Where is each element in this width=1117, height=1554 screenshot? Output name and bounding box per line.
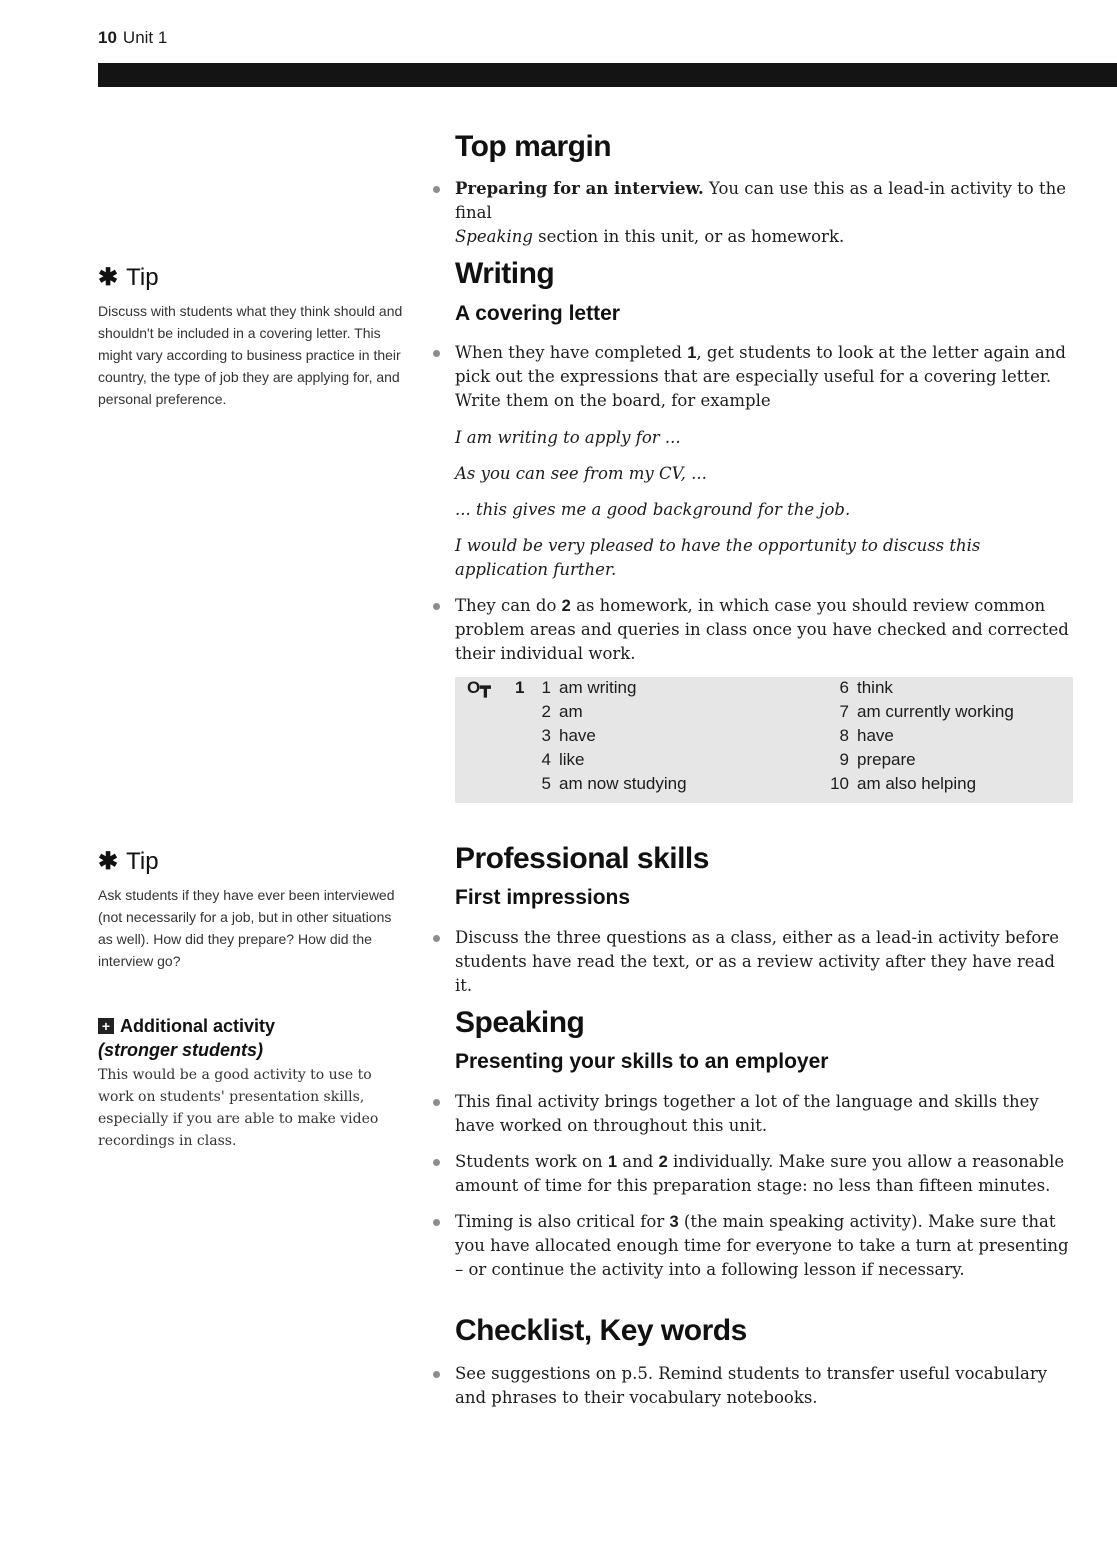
key-icon: O┳ [467, 678, 491, 697]
speaking-bullet-2: Students work on 1 and 2 individually. Make sure you allow a reasonable amount of time for this preparation stage: no less than fifteen minutes. [455, 1150, 1070, 1198]
example-phrase: I am writing to apply for ... [455, 428, 681, 447]
professional-bullet: Discuss the three questions as a class, either as a lead-in activity before students have read the text, or as a review activity after they have read it. [455, 926, 1070, 998]
writing-bullet-2: They can do 2 as homework, in which case you should review common problem areas and queries in class once you have checked and corrected their individual work. [455, 594, 1070, 666]
writing-title: Writing [455, 257, 555, 290]
tip-heading: ✱ Tip [98, 264, 159, 291]
speaking-bullet-3: Timing is also critical for 3 (the main speaking activity). Make sure that you have allocated enough time for everyone to take a turn at presenting – or continue the activity into a following lesson if necessary. [455, 1210, 1070, 1282]
writing-bullet-1: When they have completed 1, get students to look at the letter again and pick out the expressions that are especially useful for a covering letter. Write them on the board, for example [455, 341, 1070, 413]
answer-key-box: O┳ 1 1 am writing 2 am 3 have 4 like 5 am now studying 6 think 7 am currently working 8 have 9 prepare 10 am also helping [455, 677, 1073, 803]
additional-activity-subtitle: (stronger students) [98, 1040, 264, 1060]
example-phrase: As you can see from my CV, ... [455, 464, 707, 483]
checklist-title: Checklist, Key words [455, 1314, 747, 1347]
professional-skills-subtitle: First impressions [455, 886, 631, 909]
star-icon: ✱ [98, 848, 119, 875]
top-margin-bullet: Preparing for an interview. You can use this as a lead-in activity to the final Speaking section in this unit, or as homework. [455, 177, 1070, 249]
bullet-lead: Preparing for an interview. [455, 179, 704, 198]
speaking-bullet-1: This final activity brings together a lot of the language and skills they have worked on throughout this unit. [455, 1090, 1070, 1138]
speaking-subtitle: Presenting your skills to an employer [455, 1050, 829, 1073]
plus-icon: + [98, 1018, 114, 1034]
example-phrase: ... this gives me a good background for the job. [455, 500, 851, 519]
page-number: 10 [98, 28, 117, 47]
tip-heading: ✱ Tip [98, 848, 159, 875]
speaking-title: Speaking [455, 1006, 585, 1039]
writing-subtitle: A covering letter [455, 302, 620, 325]
exercise-number: 1 [515, 678, 525, 697]
star-icon: ✱ [98, 264, 119, 291]
example-phrase: I would be very pleased to have the opportunity to discuss this application further. [455, 536, 981, 579]
header-band [98, 63, 1117, 87]
page-header [98, 28, 167, 48]
professional-skills-title: Professional skills [455, 842, 709, 875]
additional-activity-body: This would be a good activity to use to work on students' presentation skills, especially if you are able to make video recordings in class. [98, 1067, 379, 1149]
unit-label: Unit 1 [122, 28, 168, 47]
tip-body: Discuss with students what they think should and shouldn't be included in a covering letter. This might vary according to business practice in their country, the type of job they are applying for, and personal preference. [98, 303, 403, 407]
tip-body: Ask students if they have ever been interviewed (not necessarily for a job, but in other situations as well). How did they prepare? How did the interview go? [98, 887, 395, 969]
checklist-bullet: See suggestions on p.5. Remind students to transfer useful vocabulary and phrases to their vocabulary notebooks. [455, 1362, 1070, 1410]
top-margin-title: Top margin [455, 130, 612, 163]
additional-activity-heading: + Additional activity [98, 1016, 275, 1037]
